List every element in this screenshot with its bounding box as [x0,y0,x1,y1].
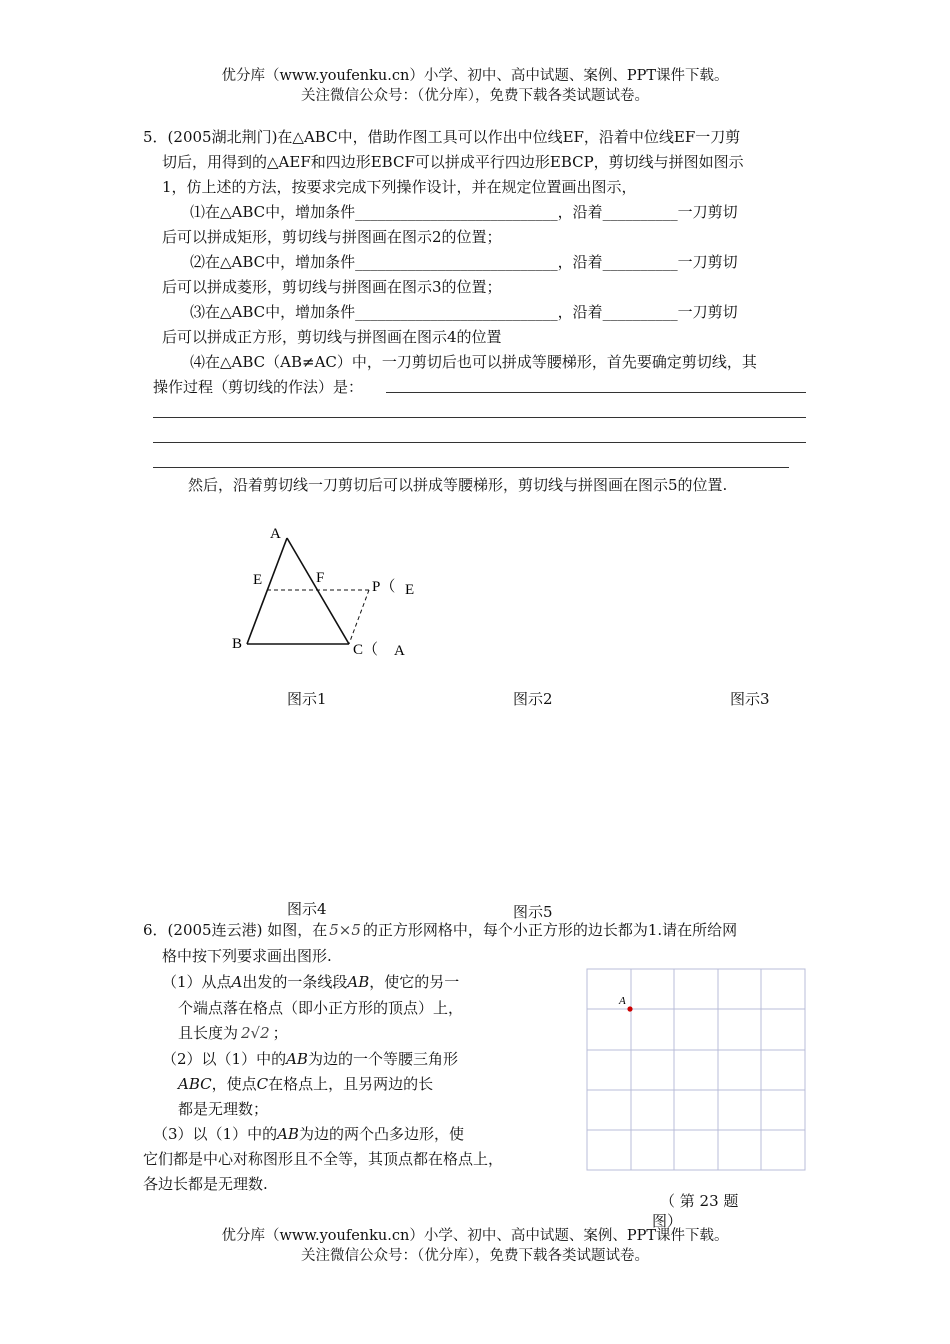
grid-caption-line-1: （ 第 23 题 [660,1192,739,1210]
figure-5-label: 图示5 [513,903,553,921]
text: 为边的两个凸多边形，使 [298,1125,464,1143]
q5-line-3: 1，仿上述的方法，按要求完成下列操作设计，并在规定位置画出图示， [162,178,637,196]
q5-part4-b: 操作过程（剪切线的作法）是： [153,378,364,396]
q5-line-2: 切后，用得到的△AEF和四边形EBCF可以拼成平行四边形EBCP，剪切线与拼图如图示 [162,153,744,171]
side-ac [287,538,349,644]
q5-part1-a: ⑴在△ABC中，增加条件___________________________，沿着__________一刀剪切 [190,203,738,221]
segment-ab-ref: AB [286,1050,308,1068]
label-b: B [232,636,243,652]
page-header [0,66,950,106]
q6-line-2: 格中按下列要求画出图形. [162,947,332,965]
answer-line[interactable] [386,392,806,393]
q5-line-1: 5．(2005湖北荆门)在△ABC中，借助作图工具可以作出中位线EF，沿着中位线EF一刀剪 [143,128,741,146]
text: 在格点上，且另两边的长 [268,1075,434,1093]
q6-step2-c: 都是无理数； [178,1100,269,1118]
q5-part4-c: 然后，沿着剪切线一刀剪切后可以拼成等腰梯形，剪切线与拼图画在图示5的位置. [188,476,728,494]
q6-step3-a [153,1123,464,1145]
q6-step3-c: 各边长都是无理数. [143,1175,268,1193]
figure-4-label: 图示4 [287,900,327,918]
q5-part2-a: ⑵在△ABC中，增加条件___________________________，沿着__________一刀剪切 [190,253,738,271]
q5-part1-b: 后可以拼成矩形，剪切线与拼图画在图示2的位置； [162,228,502,246]
point-a-label: A [619,995,626,1007]
text: （1）从点 [162,973,232,991]
q6-step3-b: 它们都是中心对称图形且不全等，其顶点都在格点上， [143,1150,504,1168]
figure-1-label: 图示1 [287,690,327,708]
q6-step1-a [162,971,459,993]
label-f: F [316,570,325,586]
q6-line-1-post: 的正方形网格中，每个小正方形的边长都为1.请在所给网 [362,921,738,939]
text: （3）以（1）中的 [153,1125,278,1143]
grid-caption-line-2: 图） [652,1212,683,1230]
label-a2: A [394,643,405,659]
footer-line-2: 关注微信公众号：（优分库），免费下载各类试题试卷。 [301,1248,649,1264]
segment-ab-ref: AB [347,973,370,991]
header-line-1: 优分库（www.youfenku.cn）小学、初中、高中试题、案例、PPT课件下载。 [221,68,729,84]
segment-pc [349,590,369,644]
text: ，使点 [211,1075,257,1093]
q6-step2-b [178,1073,433,1095]
segment-ab-ref: AB [277,1125,299,1143]
label-e: E [253,572,263,588]
length-math: 2√2 [241,1024,270,1042]
figure-3-label: 图示3 [730,690,770,708]
footer-line-1: 优分库（www.youfenku.cn）小学、初中、高中试题、案例、PPT课件下载。 [221,1228,729,1244]
point-a-ref: A [231,973,243,991]
answer-line[interactable] [153,417,806,418]
q5-part3-a: ⑶在△ABC中，增加条件___________________________，沿着__________一刀剪切 [190,303,738,321]
q5-part4-a: ⑷在△ABC（AB≠AC）中，一刀剪切后也可以拼成等腰梯形，首先要确定剪切线，其 [190,353,757,371]
q6-line-1 [143,919,737,941]
text: 为边的一个等腰三角形 [307,1050,458,1068]
point-c-ref: C [256,1075,269,1093]
q6-line-1-pre: 6．(2005连云港) 如图，在 [143,921,328,939]
triangle-abc-ref: ABC [178,1075,212,1093]
label-a: A [270,526,281,542]
q6-step1-b: 个端点落在格点（即小正方形的顶点）上， [178,999,464,1017]
text: 出发的一条线段 [242,973,348,991]
q6-step1-c [178,1022,288,1044]
q6-step2-a [162,1048,458,1070]
figure-2-label: 图示2 [513,690,553,708]
grid-size-math: 5×5 [329,921,361,939]
header-line-2: 关注微信公众号：（优分库），免费下载各类试题试卷。 [301,88,649,104]
text: （2）以（1）中的 [162,1050,287,1068]
point-a-dot [627,1006,632,1011]
label-p: P（ [372,579,396,595]
label-c: C（ [353,642,379,658]
answer-line[interactable] [153,442,806,443]
figure-1-diagram [220,515,440,665]
text: ，使它的另一 [369,973,460,991]
text: ； [272,1024,288,1042]
grid-5x5 [580,962,812,1178]
q5-part2-b: 后可以拼成菱形，剪切线与拼图画在图示3的位置； [162,278,502,296]
answer-line[interactable] [153,467,789,468]
page-footer [0,1226,950,1266]
q5-part3-b: 后可以拼成正方形，剪切线与拼图画在图示4的位置 [162,328,502,346]
side-ab [247,538,287,644]
text: 且长度为 [178,1024,239,1042]
label-e2: E [405,582,415,598]
